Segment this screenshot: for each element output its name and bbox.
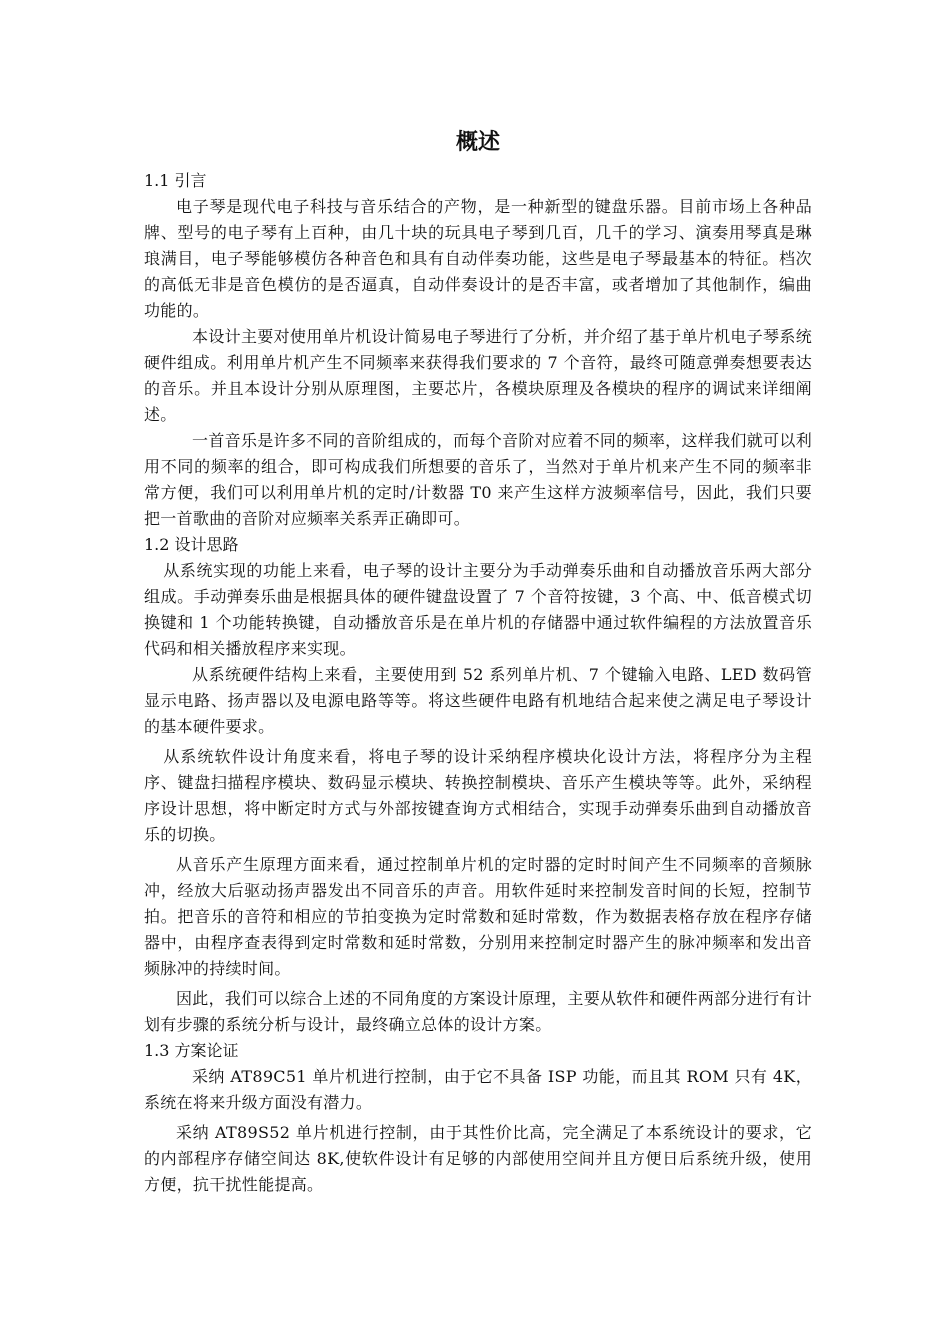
section-heading-design: 1.2 设计思路 (144, 535, 239, 554)
paragraph: 本设计主要对使用单片机设计简易电子琴进行了分析，并介绍了基于单片机电子琴系统硬件组成。利用单片机产生不同频率来获得我们要求的 7 个音符，最终可随意弹奏想要表达的音乐。并且本设计分别从原理图，主要芯片，各模块原理及各模块的程序的调试来详细阐述。 (144, 327, 812, 424)
section-heading-intro: 1.1 引言 (144, 171, 207, 190)
document-page (144, 128, 812, 1198)
paragraph: 电子琴是现代电子科技与音乐结合的产物，是一种新型的键盘乐器。目前市场上各种品牌、型号的电子琴有上百种，由几十块的玩具电子琴到几百，几千的学习、演奏用琴真是琳琅满目，电子琴能够模仿各种音色和具有自动伴奏功能，这些是电子琴最基本的特征。档次的高低无非是音色模仿的是否逼真，自动伴奏设计的是否丰富，或者增加了其他制作，编曲功能的。 (144, 197, 812, 320)
paragraph: 采纳 AT89S52 单片机进行控制，由于其性价比高，完全满足了本系统设计的要求，它的内部程序存储空间达 8K,使软件设计有足够的内部使用空间并且方便日后系统升级，使用方便，抗干扰性能提高。 (144, 1123, 812, 1194)
paragraph: 从音乐产生原理方面来看，通过控制单片机的定时器的定时时间产生不同频率的音频脉冲，经放大后驱动扬声器发出不同音乐的声音。用软件延时来控制发音时间的长短，控制节拍。把音乐的音符和相应的节拍变换为定时常数和延时常数，作为数据表格存放在程序存储器中，由程序查表得到定时常数和延时常数，分别用来控制定时器产生的脉冲频率和发出音频脉冲的持续时间。 (144, 855, 812, 978)
section-heading-proposal: 1.3 方案论证 (144, 1041, 239, 1060)
paragraph: 从系统硬件结构上来看，主要使用到 52 系列单片机、7 个键输入电路、LED 数码管显示电路、扬声器以及电源电路等等。将这些硬件电路有机地结合起来使之满足电子琴设计的基本硬件要求。 (144, 665, 812, 736)
paragraph: 从系统实现的功能上来看，电子琴的设计主要分为手动弹奏乐曲和自动播放音乐两大部分组成。手动弹奏乐曲是根据具体的硬件键盘设置了 7 个音符按键，3 个高、中、低音模式切换键和 1 个功能转换键，自动播放音乐是在单片机的存储器中通过软件编程的方法放置音乐代码和相关播放程序来实现。 (144, 561, 812, 658)
paragraph: 一首音乐是许多不同的音阶组成的，而每个音阶对应着不同的频率，这样我们就可以利用不同的频率的组合，即可构成我们所想要的音乐了，当然对于单片机来产生不同的频率非常方便，我们可以利用单片机的定时/计数器 T0 来产生这样方波频率信号，因此，我们只要把一首歌曲的音阶对应频率关系弄正确即可。 (144, 431, 812, 528)
paragraph: 从系统软件设计角度来看，将电子琴的设计采纳程序模块化设计方法，将程序分为主程序、键盘扫描程序模块、数码显示模块、转换控制模块、音乐产生模块等等。此外，采纳程序设计思想，将中断定时方式与外部按键查询方式相结合，实现手动弹奏乐曲到自动播放音乐的切换。 (144, 747, 812, 844)
paragraph: 采纳 AT89C51 单片机进行控制，由于它不具备 ISP 功能，而且其 ROM 只有 4K，系统在将来升级方面没有潜力。 (144, 1067, 812, 1112)
document-title: 概述 (455, 130, 500, 155)
paragraph: 因此，我们可以综合上述的不同角度的方案设计原理，主要从软件和硬件两部分进行有计划有步骤的系统分析与设计，最终确立总体的设计方案。 (144, 989, 812, 1034)
